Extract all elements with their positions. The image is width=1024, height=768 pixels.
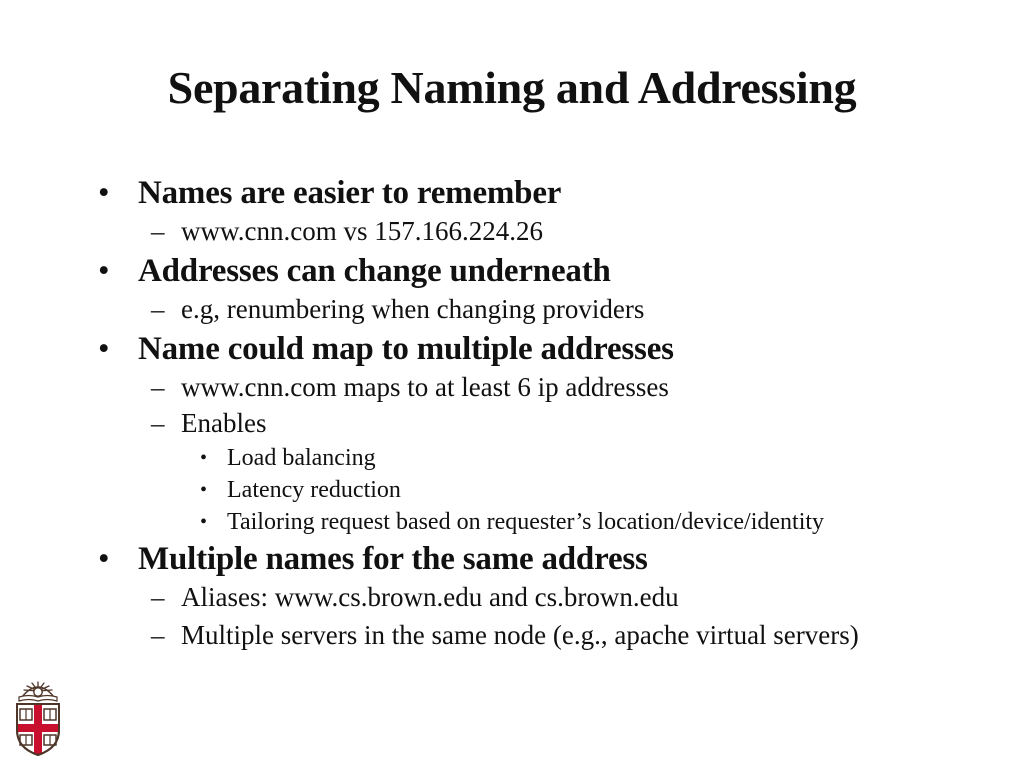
bullet-marker: • <box>200 511 208 533</box>
bullet-text: Names are easier to remember <box>138 175 562 211</box>
sub-bullet-item <box>96 578 976 616</box>
dash-marker: – <box>151 372 165 402</box>
sub-sub-bullet-item <box>96 442 976 474</box>
sub-bullet-item <box>96 290 976 328</box>
sub-bullet-text: www.cnn.com vs 157.166.224.26 <box>181 216 543 246</box>
bullet-item <box>96 328 976 370</box>
dash-marker: – <box>151 294 165 324</box>
sub-sub-bullet-text: Tailoring request based on requester’s location/device/identity <box>227 509 825 535</box>
slide-title: Separating Naming and Addressing <box>167 62 857 113</box>
sub-sub-bullet-item <box>96 506 976 538</box>
sun-crest-icon <box>19 682 57 701</box>
sub-bullet-text: www.cnn.com maps to at least 6 ip addresses <box>181 372 669 402</box>
sub-sub-bullet-text: Latency reduction <box>227 477 401 503</box>
dash-marker: – <box>151 408 165 438</box>
bullet-item <box>96 172 976 214</box>
sub-bullet-item <box>96 368 976 406</box>
bullet-item <box>96 538 976 580</box>
bullet-text: Name could map to multiple addresses <box>138 331 674 367</box>
dash-marker: – <box>151 582 165 612</box>
bullet-marker: • <box>200 447 208 469</box>
shield-icon <box>17 704 59 755</box>
dash-marker: – <box>151 216 165 246</box>
bullet-marker: • <box>200 479 208 501</box>
university-shield-icon <box>13 680 63 756</box>
bullet-list <box>96 172 976 651</box>
bullet-item <box>96 250 976 292</box>
sub-bullet-item <box>96 620 976 651</box>
sub-bullet-text: Multiple servers in the same node (e.g., apache virtual servers) <box>181 620 859 650</box>
dash-marker: – <box>151 620 165 650</box>
sub-sub-bullet-item <box>96 474 976 506</box>
bullet-marker: • <box>98 175 110 211</box>
sub-bullet-text: Enables <box>181 408 267 438</box>
bullet-marker: • <box>98 331 110 367</box>
sub-sub-bullet-text: Load balancing <box>227 445 376 471</box>
bullet-marker: • <box>98 253 110 289</box>
sub-bullet-text: e.g, renumbering when changing providers <box>181 294 645 324</box>
bullet-marker: • <box>98 541 110 577</box>
sub-bullet-item <box>96 404 976 442</box>
bullet-text: Addresses can change underneath <box>138 253 611 289</box>
sub-bullet-text: Aliases: www.cs.brown.edu and cs.brown.edu <box>181 582 679 612</box>
sub-bullet-item <box>96 212 976 250</box>
bullet-text: Multiple names for the same address <box>138 541 648 577</box>
